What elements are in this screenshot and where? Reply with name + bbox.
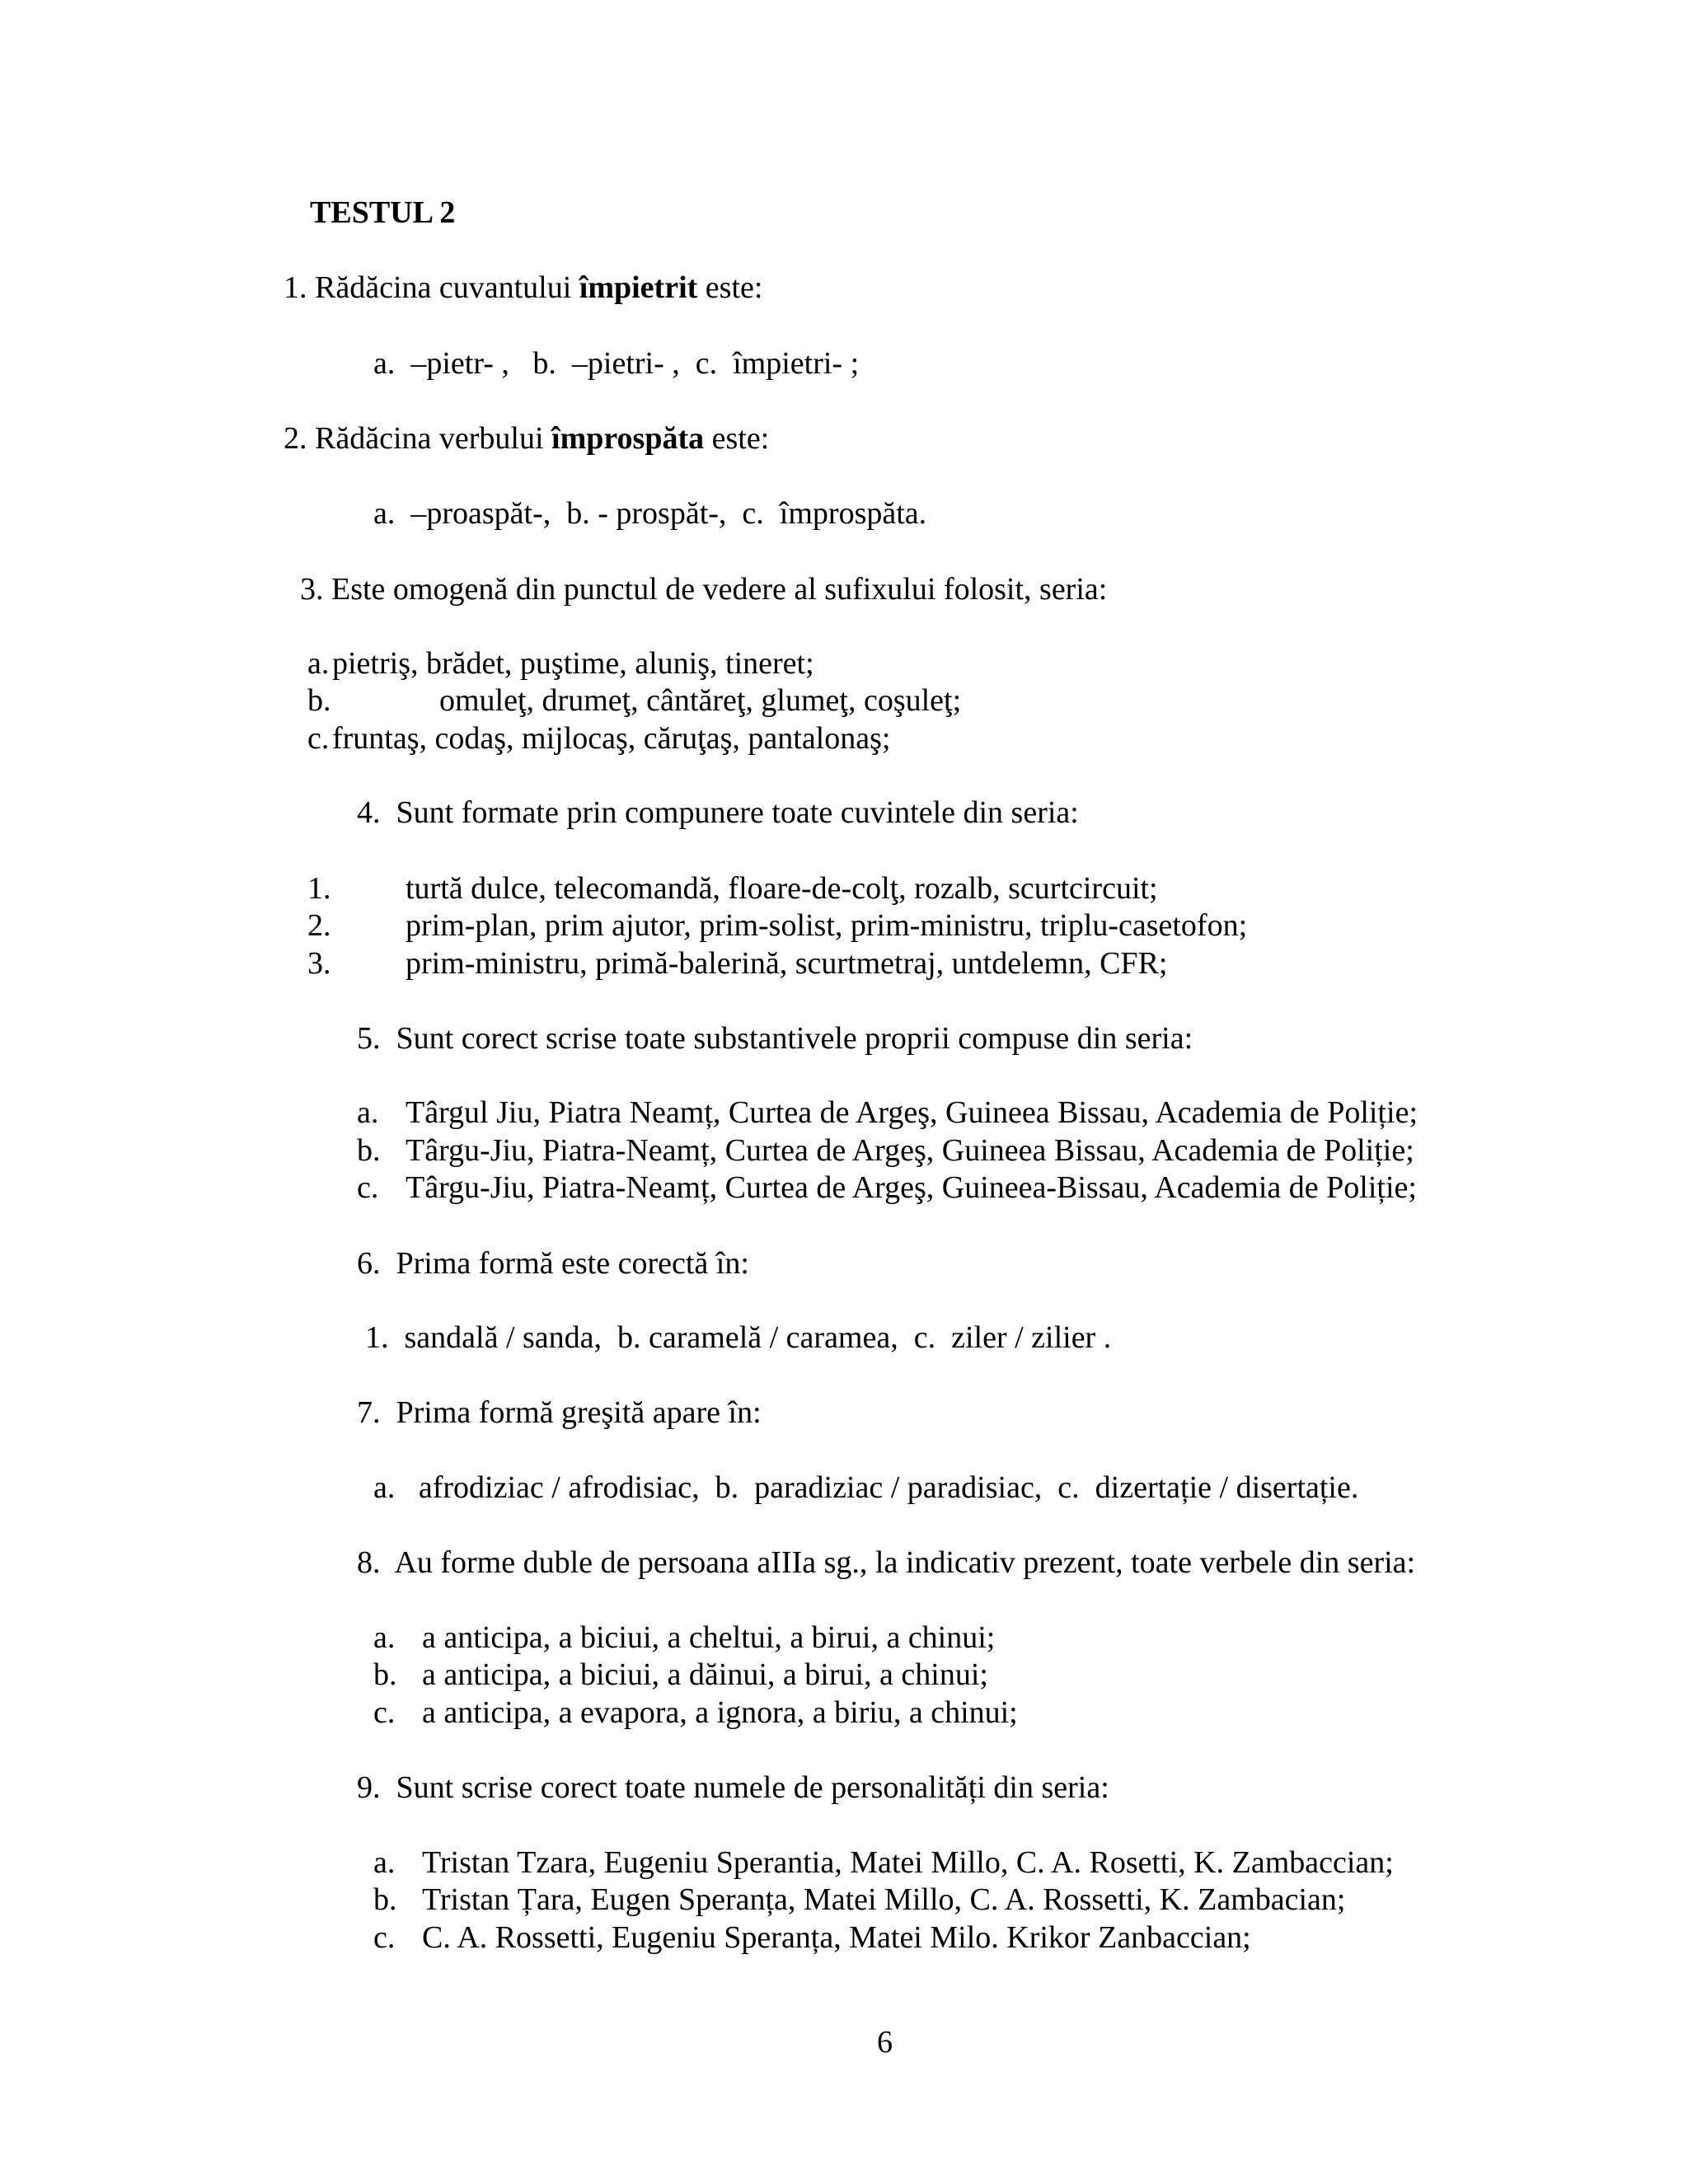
question-9-option-a-label: a.: [373, 1845, 396, 1880]
question-9-option-c: C. A. Rossetti, Eugeniu Speranța, Matei Milo. Krikor Zanbaccian;: [422, 1920, 1251, 1955]
question-8-option-a: a anticipa, a biciui, a cheltui, a birui, a chinui;: [422, 1620, 996, 1655]
question-4: 4. Sunt formate prin compunere toate cuvintele din seria:: [357, 795, 1079, 830]
question-4-option-3-label: 3.: [307, 946, 331, 981]
question-8-option-b-label: b.: [373, 1657, 397, 1692]
question-1: [284, 269, 762, 307]
question-5: 5. Sunt corect scrise toate substantivele proprii compuse din seria:: [357, 1021, 1193, 1056]
question-6: 6. Prima formă este corectă în:: [357, 1246, 749, 1281]
question-8-option-c: a anticipa, a evapora, a ignora, a biriu, a chinui;: [422, 1695, 1018, 1730]
question-5-option-b: Târgu-Jiu, Piatra-Neamț, Curtea de Argeş, Guineea Bissau, Academia de Poliție;: [406, 1133, 1414, 1168]
question-2-prefix: 2. Rădăcina verbului: [284, 421, 552, 456]
question-6-options: 1. sandală / sanda, b. caramelă / caramea, c. ziler / zilier .: [365, 1320, 1112, 1355]
test-title: TESTUL 2: [310, 195, 456, 230]
question-9-option-c-label: c.: [373, 1920, 396, 1955]
question-4-option-2-label: 2.: [307, 908, 331, 943]
question-5-option-c-label: c.: [357, 1170, 379, 1205]
question-1-options: a. –pietr- , b. –pietri- , c. împietri- ;: [373, 346, 860, 381]
question-1-prefix: 1. Rădăcina cuvantului: [284, 270, 579, 305]
question-2-keyword: împrospăta: [551, 421, 705, 456]
question-4-option-2: prim-plan, prim ajutor, prim-solist, prim-ministru, triplu-casetofon;: [406, 908, 1248, 943]
question-2-options: a. –proaspăt-, b. - prospăt-, c. împrospăta.: [373, 496, 927, 531]
question-4-option-1-label: 1.: [307, 871, 331, 906]
question-4-option-3: prim-ministru, primă-balerină, scurtmetraj, untdelemn, CFR;: [406, 946, 1168, 981]
question-2: [284, 419, 769, 457]
question-1-suffix: este:: [697, 270, 763, 305]
page-number: 6: [877, 2025, 893, 2060]
question-3-option-b: omuleţ, drumeţ, cântăreţ, glumeţ, coşuleţ;: [439, 683, 962, 718]
question-5-option-a: Târgul Jiu, Piatra Neamț, Curtea de Argeş, Guineea Bissau, Academia de Poliție;: [406, 1095, 1418, 1130]
question-5-option-a-label: a.: [357, 1095, 379, 1130]
question-3-option-a-label: a.: [307, 646, 330, 681]
question-3: 3. Este omogenă din punctul de vedere al sufixului folosit, seria:: [300, 572, 1108, 607]
question-4-option-1: turtă dulce, telecomandă, floare-de-colţ, rozalb, scurtcircuit;: [406, 871, 1158, 906]
question-9-option-b-label: b.: [373, 1882, 397, 1917]
question-9: 9. Sunt scrise corect toate numele de personalități din seria:: [357, 1770, 1109, 1805]
question-5-option-c: Târgu-Jiu, Piatra-Neamț, Curtea de Argeş, Guineea-Bissau, Academia de Poliție;: [406, 1170, 1417, 1205]
question-8-option-c-label: c.: [373, 1695, 396, 1730]
question-9-option-a: Tristan Tzara, Eugeniu Sperantia, Matei Millo, C. A. Rosetti, K. Zambaccian;: [422, 1845, 1394, 1880]
question-3-option-c-label: c.: [307, 721, 330, 756]
question-3-option-a: pietriş, brădet, puştime, aluniş, tineret;: [332, 646, 814, 681]
question-8: 8. Au forme duble de persoana aIIIa sg., la indicativ prezent, toate verbele din seria:: [357, 1545, 1416, 1580]
question-1-keyword: împietrit: [579, 270, 698, 305]
question-3-option-b-label: b.: [307, 683, 331, 718]
question-7: 7. Prima formă greşită apare în:: [357, 1395, 762, 1430]
question-5-option-b-label: b.: [357, 1133, 381, 1168]
question-3-option-c: fruntaş, codaş, mijlocaş, căruţaş, pantalonaş;: [332, 721, 891, 756]
question-2-suffix: este:: [704, 421, 770, 456]
question-8-option-a-label: a.: [373, 1620, 396, 1655]
question-8-option-b: a anticipa, a biciui, a dăinui, a birui, a chinui;: [422, 1657, 988, 1692]
question-9-option-b: Tristan Țara, Eugen Speranța, Matei Millo, C. A. Rossetti, K. Zambacian;: [422, 1882, 1346, 1917]
question-7-options: a. afrodiziac / afrodisiac, b. paradiziac / paradisiac, c. dizertație / disertație.: [373, 1470, 1359, 1505]
